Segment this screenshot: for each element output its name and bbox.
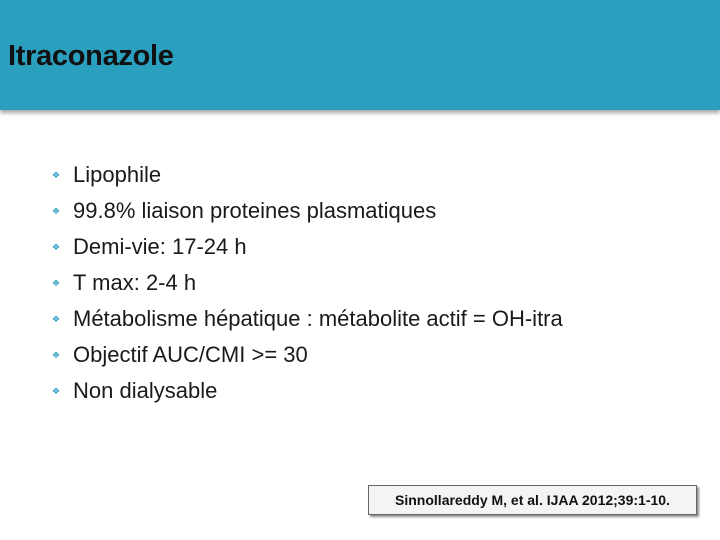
bullet-item: [52, 265, 563, 301]
bullet-item: [52, 193, 563, 229]
ornamental-bullet-icon: ❖: [52, 349, 61, 360]
bullet-text: Métabolisme hépatique : métabolite actif = OH-itra: [73, 306, 563, 331]
bullet-item: [52, 337, 563, 373]
citation-text: Sinnollareddy M, et al. IJAA 2012;39:1-10.: [395, 492, 670, 508]
ornamental-bullet-icon: ❖: [52, 241, 61, 252]
bullet-list: [52, 157, 563, 409]
bullet-item: [52, 373, 563, 409]
ornamental-bullet-icon: ❖: [52, 385, 61, 396]
bullet-item: [52, 301, 563, 337]
bullet-text: Objectif AUC/CMI >= 30: [73, 342, 308, 367]
ornamental-bullet-icon: ❖: [52, 277, 61, 288]
bullet-text: T max: 2-4 h: [73, 270, 197, 295]
title-bar: [0, 0, 720, 110]
bullet-text: Non dialysable: [73, 378, 218, 403]
slide-title: Itraconazole: [8, 40, 174, 72]
bullet-text: Demi-vie: 17-24 h: [73, 234, 247, 259]
ornamental-bullet-icon: ❖: [52, 205, 61, 216]
citation-box: [368, 485, 697, 515]
bullet-item: [52, 229, 563, 265]
ornamental-bullet-icon: ❖: [52, 169, 61, 180]
bullet-item: [52, 157, 563, 193]
bullet-text: 99.8% liaison proteines plasmatiques: [73, 198, 437, 223]
bullet-text: Lipophile: [73, 162, 162, 187]
ornamental-bullet-icon: ❖: [52, 313, 61, 324]
